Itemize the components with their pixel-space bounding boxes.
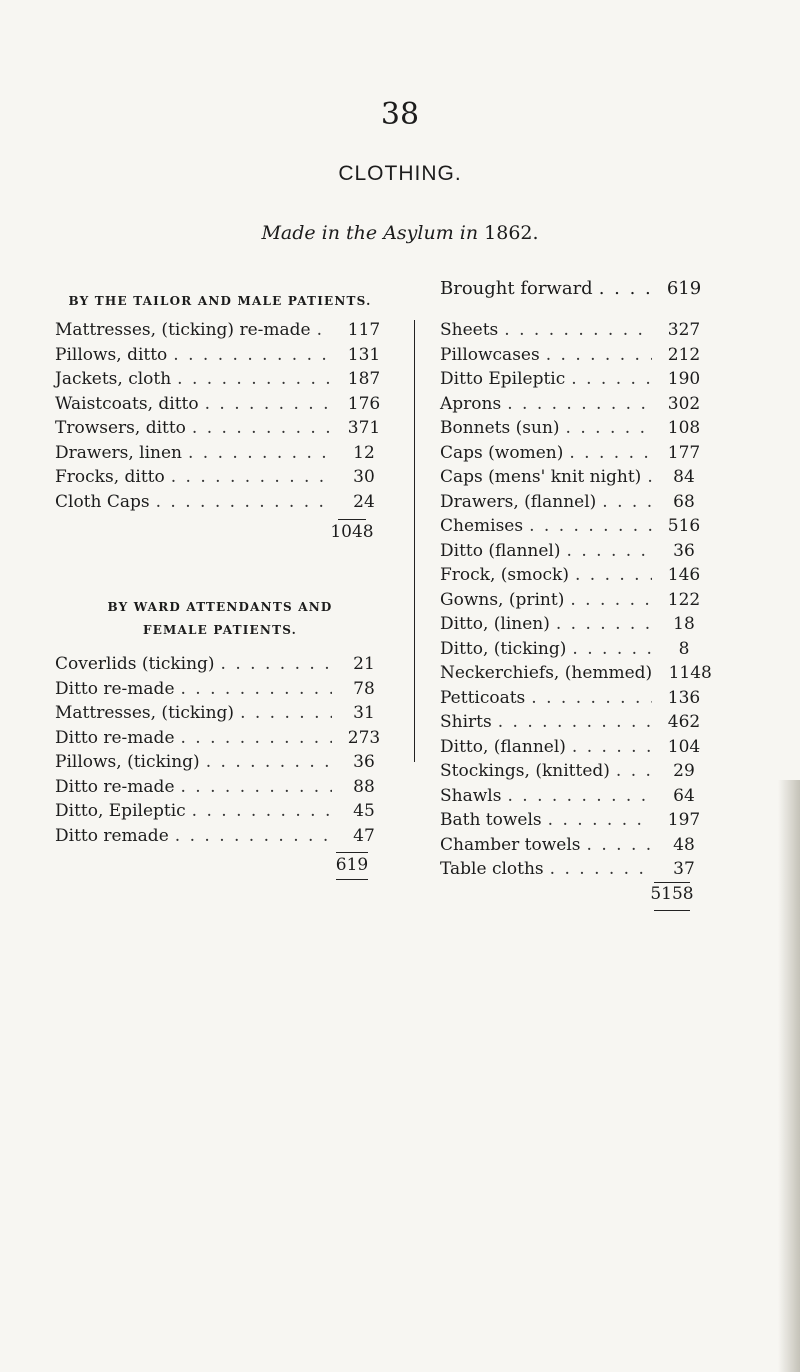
right-item-label: Caps (mens' knit night) (440, 467, 642, 487)
right-row (440, 443, 710, 468)
tailor-item-label: Pillows, ditto (55, 344, 168, 365)
tailor-item-label: Mattresses, (ticking) re-made (55, 320, 311, 340)
tailor-row (55, 394, 390, 419)
leader-dots (317, 320, 332, 340)
leader-dots (507, 786, 652, 806)
right-item-value: 516 (667, 516, 701, 536)
right-item-label: Ditto Epileptic (440, 369, 566, 389)
leader-dots (570, 590, 652, 610)
right-row (440, 663, 710, 688)
leader-dots (177, 369, 332, 389)
tailor-row (55, 320, 390, 345)
ward-row (55, 654, 390, 679)
right-item-value: 64 (673, 785, 695, 806)
leader-dots (240, 703, 332, 723)
leader-dots (192, 418, 332, 438)
leader-dots (206, 752, 332, 772)
ward-row (55, 703, 390, 728)
right-row (440, 516, 710, 541)
right-row (440, 345, 710, 370)
tailor-item-label: Frocks, ditto (55, 467, 165, 487)
leader-dots (571, 369, 652, 389)
total-rule-tailor (338, 519, 366, 520)
tailor-item-value: 371 (347, 418, 381, 438)
ward-item-label: Ditto re-made (55, 678, 175, 699)
leader-dots (507, 394, 652, 414)
ward-row (55, 679, 390, 704)
right-item-label: Ditto, (linen) (440, 614, 550, 634)
leader-dots (550, 859, 652, 879)
right-item-value: 104 (667, 736, 701, 757)
right-row (440, 565, 710, 590)
leader-dots (567, 541, 652, 561)
ward-item-value: 45 (353, 801, 375, 821)
total-rule-ward (336, 852, 368, 853)
right-item-label: Stockings, (knitted) (440, 761, 610, 781)
ward-item-label: Mattresses, (ticking) (55, 703, 235, 723)
right-row (440, 369, 710, 394)
leader-dots (569, 443, 652, 463)
ward-row (55, 752, 390, 777)
right-row (440, 492, 710, 517)
ward-item-label: Ditto remade (55, 825, 169, 846)
ward-item-value: 21 (353, 654, 375, 674)
right-item-value: 1148 (668, 663, 712, 683)
right-row (440, 541, 710, 566)
tailor-item-value: 117 (347, 320, 381, 340)
total-ward: 619 (335, 855, 369, 875)
right-item-label: Pillowcases (440, 344, 540, 365)
leader-dots (529, 516, 652, 536)
right-item-value: 36 (673, 540, 695, 561)
right-row (440, 835, 710, 860)
right-item-label: Neckerchiefs, (hemmed) (440, 663, 653, 683)
subheading-year: 1862. (484, 222, 539, 244)
leader-dots (181, 728, 333, 748)
tailor-item-value: 24 (353, 491, 375, 512)
tailor-row (55, 345, 390, 370)
right-item-label: Aprons (440, 393, 502, 414)
right-item-label: Bonnets (sun) (440, 418, 560, 438)
tailor-row (55, 443, 390, 468)
page-number: 38 (380, 97, 420, 132)
tailor-item-label: Cloth Caps (55, 491, 150, 512)
tailor-row (55, 418, 390, 443)
right-row (440, 320, 710, 345)
right-item-label: Gowns, (print) (440, 589, 565, 610)
right-item-value: 84 (673, 467, 695, 487)
right-item-value: 146 (667, 565, 701, 585)
right-item-label: Bath towels (440, 810, 542, 830)
tailor-row (55, 492, 390, 517)
brought-forward-value: 619 (666, 278, 702, 299)
leader-dots (205, 394, 332, 414)
column-divider (414, 320, 415, 762)
right-item-label: Ditto, (flannel) (440, 736, 566, 757)
right-item-label: Petticoats (440, 687, 526, 708)
right-item-label: Ditto, (ticking) (440, 638, 567, 659)
leader-dots (572, 639, 652, 659)
right-row (440, 614, 710, 639)
leader-dots (575, 565, 652, 585)
right-item-value: 190 (667, 369, 701, 389)
right-item-value: 48 (673, 834, 695, 855)
tailor-row (55, 467, 390, 492)
ward-row (55, 728, 390, 753)
tailor-row (55, 369, 390, 394)
right-item-value: 327 (667, 320, 701, 340)
right-item-label: Chemises (440, 516, 524, 536)
tailor-item-value: 12 (353, 442, 375, 463)
right-item-value: 18 (673, 614, 695, 634)
leader-dots (548, 810, 652, 830)
right-item-value: 122 (667, 589, 701, 610)
leader-dots (587, 835, 652, 855)
right-item-value: 8 (678, 638, 690, 659)
right-item-value: 197 (667, 810, 701, 830)
right-item-label: Shawls (440, 785, 502, 806)
tailor-item-label: Drawers, linen (55, 442, 182, 463)
leader-dots (616, 761, 652, 781)
right-item-value: 108 (667, 418, 701, 438)
leader-dots (531, 688, 652, 708)
tailor-item-label: Jackets, cloth (55, 369, 172, 389)
page-edge-shadow (778, 780, 800, 1372)
ward-item-label: Ditto, Epileptic (55, 801, 186, 821)
leader-dots (566, 418, 652, 438)
list-tailor (55, 320, 390, 516)
leader-dots (504, 320, 652, 340)
total-rule-right (654, 882, 690, 883)
right-item-value: 177 (667, 442, 701, 463)
list-right (440, 320, 710, 884)
section-title-tailor: BY THE TAILOR AND MALE PATIENTS. (68, 294, 372, 308)
right-item-value: 136 (667, 687, 701, 708)
leader-dots (181, 679, 333, 699)
right-item-value: 68 (673, 491, 695, 512)
ward-row (55, 777, 390, 802)
tailor-item-value: 176 (347, 393, 381, 414)
right-item-label: Chamber towels (440, 834, 581, 855)
leader-dots (546, 345, 652, 365)
ward-item-value: 273 (347, 727, 381, 748)
right-row (440, 639, 710, 664)
right-row (440, 467, 710, 492)
leader-dots (647, 467, 652, 487)
leader-dots (556, 614, 652, 634)
leader-dots (156, 492, 332, 512)
tailor-item-value: 30 (353, 467, 375, 487)
right-item-value: 462 (667, 712, 701, 732)
page-subheading (0, 222, 800, 244)
page-heading: CLOTHING. (338, 162, 462, 185)
subheading-text: Made in the Asylum in (261, 222, 479, 244)
right-item-label: Drawers, (flannel) (440, 491, 597, 512)
total-tailor: 1048 (330, 522, 374, 542)
leader-dots (572, 737, 652, 757)
tailor-item-label: Waistcoats, ditto (55, 393, 199, 414)
right-item-value: 29 (673, 761, 695, 781)
ward-item-label: Pillows, (ticking) (55, 752, 200, 772)
leader-dots (498, 712, 652, 732)
right-item-label: Frock, (smock) (440, 565, 569, 585)
right-row (440, 810, 710, 835)
right-row (440, 688, 710, 713)
leader-dots (188, 443, 332, 463)
list-ward (55, 654, 390, 850)
right-item-label: Table cloths (440, 859, 544, 879)
total-right: 5158 (650, 884, 694, 904)
tailor-item-value: 131 (347, 344, 381, 365)
ward-item-value: 78 (353, 678, 375, 699)
right-row (440, 418, 710, 443)
right-item-value: 37 (673, 859, 695, 879)
leader-dots (221, 654, 332, 674)
leader-dots (192, 801, 332, 821)
right-item-value: 212 (667, 344, 701, 365)
leader-dots (602, 492, 652, 512)
leader-dots (173, 345, 332, 365)
right-row (440, 859, 710, 884)
right-row (440, 786, 710, 811)
ward-row (55, 801, 390, 826)
tailor-item-value: 187 (347, 369, 381, 389)
ward-item-value: 88 (353, 776, 375, 797)
right-item-label: Caps (women) (440, 442, 564, 463)
right-row (440, 761, 710, 786)
brought-forward-row (440, 278, 710, 299)
right-row (440, 590, 710, 615)
right-row (440, 394, 710, 419)
ward-item-value: 31 (353, 703, 375, 723)
ward-item-value: 36 (353, 752, 375, 772)
brought-forward-label: Brought forward (440, 278, 593, 299)
right-row (440, 712, 710, 737)
right-item-label: Ditto (flannel) (440, 540, 561, 561)
ward-item-label: Ditto re-made (55, 727, 175, 748)
ward-item-label: Ditto re-made (55, 776, 175, 797)
section-title-ward-line1: BY WARD ATTENDANTS AND (107, 600, 333, 614)
ward-item-value: 47 (353, 825, 375, 846)
right-item-value: 302 (667, 393, 701, 414)
ward-item-label: Coverlids (ticking) (55, 654, 215, 674)
right-item-label: Shirts (440, 712, 492, 732)
total-underline-right (654, 910, 690, 911)
total-underline-ward (336, 879, 368, 880)
leader-dots (171, 467, 332, 487)
leader-dots (599, 278, 652, 299)
right-item-label: Sheets (440, 320, 499, 340)
section-title-ward-line2: FEMALE PATIENTS. (142, 623, 298, 637)
ward-row (55, 826, 390, 851)
tailor-item-label: Trowsers, ditto (55, 418, 186, 438)
leader-dots (181, 777, 333, 797)
right-row (440, 737, 710, 762)
leader-dots (175, 826, 332, 846)
